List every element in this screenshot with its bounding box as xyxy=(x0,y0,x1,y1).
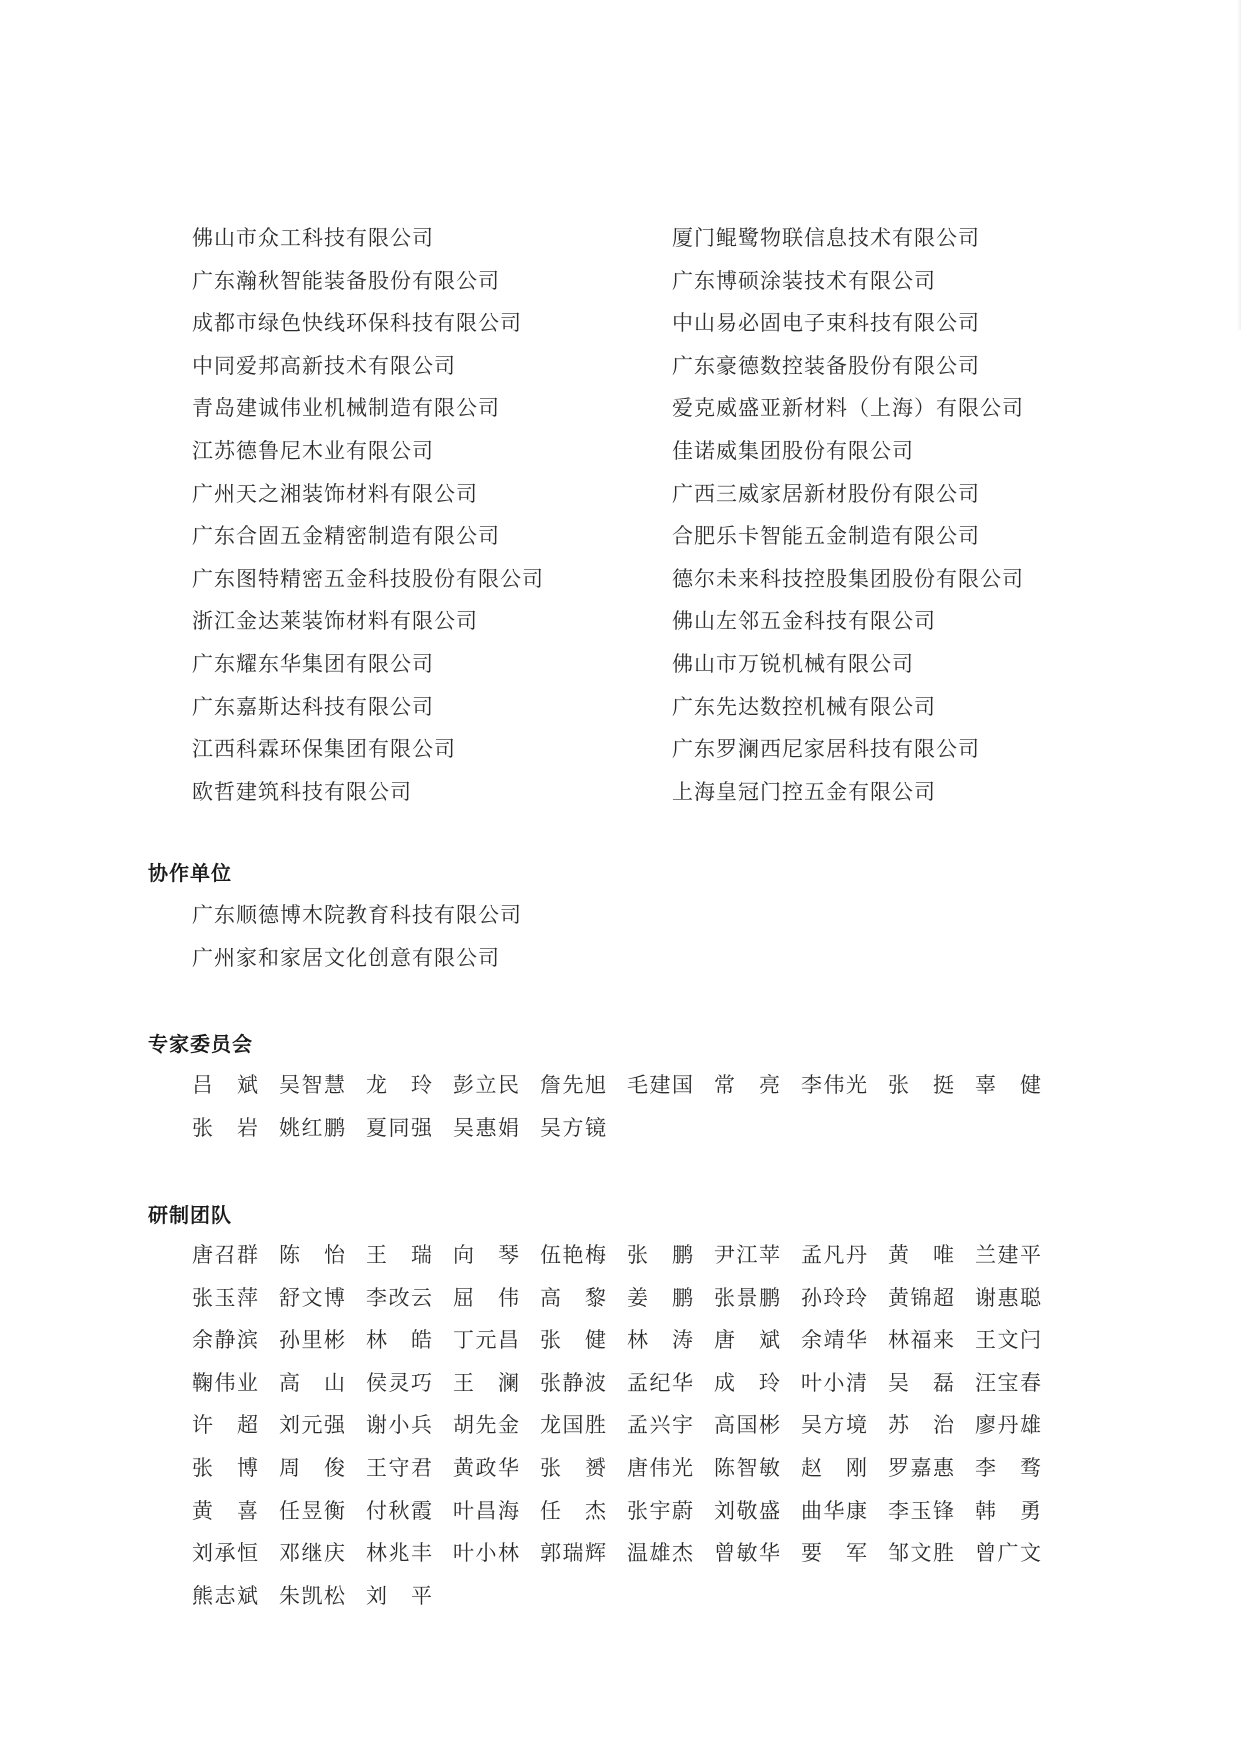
person-name: 鞠 伟 业 xyxy=(192,1370,258,1395)
person-name: 吕 斌 xyxy=(192,1073,258,1097)
person-name: 吴 方 境 xyxy=(801,1413,867,1438)
person-name: 兰 建 平 xyxy=(975,1243,1041,1267)
person-name: 张 岩 xyxy=(192,1115,258,1140)
person-name: 熊 志 斌 xyxy=(192,1583,258,1608)
company-name: 青岛建诚伟业机械制造有限公司 xyxy=(192,396,500,421)
person-name: 姜 鹏 xyxy=(627,1285,693,1310)
person-name: 向 琴 xyxy=(453,1243,519,1267)
person-name: 任 杰 xyxy=(540,1498,606,1523)
coop-section-title: 协作单位 xyxy=(148,861,232,885)
company-name: 广东图特精密五金科技股份有限公司 xyxy=(192,566,544,591)
person-name: 王 澜 xyxy=(453,1370,519,1395)
person-name: 林 皓 xyxy=(366,1328,432,1353)
person-name: 谢 小 兵 xyxy=(366,1413,432,1438)
company-name: 合肥乐卡智能五金制造有限公司 xyxy=(672,524,980,549)
coop-company-name: 广东顺德博木院教育科技有限公司 xyxy=(192,903,522,927)
person-name: 黄 锦 超 xyxy=(888,1285,954,1310)
person-name: 林 兆 丰 xyxy=(366,1541,432,1566)
person-name: 叶 小 清 xyxy=(801,1370,867,1395)
person-name: 黄 唯 xyxy=(888,1243,954,1267)
person-name: 孟 兴 宇 xyxy=(627,1413,693,1438)
person-name: 曲 华 康 xyxy=(801,1498,867,1523)
company-name: 江西科霖环保集团有限公司 xyxy=(192,737,456,762)
person-name: 温 雄 杰 xyxy=(627,1541,693,1566)
person-name: 周 俊 xyxy=(279,1455,345,1480)
person-name: 李 骛 xyxy=(975,1455,1041,1480)
person-name: 许 超 xyxy=(192,1413,258,1438)
company-name: 广东瀚秋智能装备股份有限公司 xyxy=(192,268,500,293)
person-name: 曾 敏 华 xyxy=(714,1541,780,1566)
person-name: 唐 斌 xyxy=(714,1328,780,1353)
company-name: 德尔未来科技控股集团股份有限公司 xyxy=(672,566,1024,591)
person-name: 刘 承 恒 xyxy=(192,1541,258,1566)
person-name: 赵 刚 xyxy=(801,1455,867,1480)
person-name: 黄 喜 xyxy=(192,1498,258,1523)
person-name: 张 博 xyxy=(192,1455,258,1480)
person-name: 姚 红 鹏 xyxy=(279,1115,345,1140)
person-name: 余 靖 华 xyxy=(801,1328,867,1353)
person-name: 高 国 彬 xyxy=(714,1413,780,1438)
person-name: 高 黎 xyxy=(540,1285,606,1310)
person-name: 尹 江 苹 xyxy=(714,1243,780,1267)
person-name: 张 玉 萍 xyxy=(192,1285,258,1310)
person-name: 李 玉 锋 xyxy=(888,1498,954,1523)
person-name: 要 军 xyxy=(801,1541,867,1566)
company-name: 广东嘉斯达科技有限公司 xyxy=(192,694,434,719)
person-name: 林 福 来 xyxy=(888,1328,954,1353)
person-name: 林 涛 xyxy=(627,1328,693,1353)
person-name: 韩 勇 xyxy=(975,1498,1041,1523)
company-name: 佳诺威集团股份有限公司 xyxy=(672,438,914,463)
person-name: 胡 先 金 xyxy=(453,1413,519,1438)
person-name: 叶 昌 海 xyxy=(453,1498,519,1523)
person-name: 张 宇 蔚 xyxy=(627,1498,693,1523)
person-name: 郭 瑞 辉 xyxy=(540,1541,606,1566)
company-name: 爱克威盛亚新材料（上海）有限公司 xyxy=(672,396,1024,421)
person-name: 张 健 xyxy=(540,1328,606,1353)
team-section-title: 研制团队 xyxy=(148,1203,232,1227)
coop-company-name: 广州家和家居文化创意有限公司 xyxy=(192,945,500,970)
person-name: 舒 文 博 xyxy=(279,1285,345,1310)
person-name: 王 瑞 xyxy=(366,1243,432,1267)
person-name: 张 静 波 xyxy=(540,1370,606,1395)
person-name: 余 静 滨 xyxy=(192,1328,258,1353)
company-name: 中同爱邦高新技术有限公司 xyxy=(192,353,456,378)
person-name: 曾 广 文 xyxy=(975,1541,1041,1566)
company-name: 佛山市众工科技有限公司 xyxy=(192,226,434,250)
person-name: 屈 伟 xyxy=(453,1285,519,1310)
company-name: 厦门鲲鹭物联信息技术有限公司 xyxy=(672,226,980,250)
person-name: 常 亮 xyxy=(714,1073,780,1097)
person-name: 黄 政 华 xyxy=(453,1455,519,1480)
person-name: 陈 怡 xyxy=(279,1243,345,1267)
person-name: 龙 国 胜 xyxy=(540,1413,606,1438)
person-name: 廖 丹 雄 xyxy=(975,1413,1041,1438)
person-name: 罗 嘉 惠 xyxy=(888,1455,954,1480)
company-name: 广西三威家居新材股份有限公司 xyxy=(672,481,980,506)
person-name: 李 伟 光 xyxy=(801,1073,867,1097)
person-name: 孟 凡 丹 xyxy=(801,1243,867,1267)
person-name: 张 挺 xyxy=(888,1073,954,1097)
person-name: 丁 元 昌 xyxy=(453,1328,519,1353)
person-name: 邓 继 庆 xyxy=(279,1541,345,1566)
company-name: 上海皇冠门控五金有限公司 xyxy=(672,779,936,804)
person-name: 吴 智 慧 xyxy=(279,1073,345,1097)
company-name: 佛山左邻五金科技有限公司 xyxy=(672,609,936,634)
person-name: 王 文 闩 xyxy=(975,1328,1041,1353)
person-name: 付 秋 霞 xyxy=(366,1498,432,1523)
coop-company-list xyxy=(192,894,522,979)
expert-name-grid xyxy=(192,1064,1072,1149)
person-name: 刘 敬 盛 xyxy=(714,1498,780,1523)
person-name: 张 景 鹏 xyxy=(714,1285,780,1310)
person-name: 刘 元 强 xyxy=(279,1413,345,1438)
person-name: 唐 召 群 xyxy=(192,1243,258,1267)
person-name: 叶 小 林 xyxy=(453,1541,519,1566)
company-name: 广东博硕涂装技术有限公司 xyxy=(672,268,936,293)
person-name: 朱 凯 松 xyxy=(279,1583,345,1608)
person-name: 吴 磊 xyxy=(888,1370,954,1395)
company-name: 广东豪德数控装备股份有限公司 xyxy=(672,353,980,378)
company-name: 广州天之湘装饰材料有限公司 xyxy=(192,481,478,506)
person-name: 毛 建 国 xyxy=(627,1073,693,1097)
company-name: 佛山市万锐机械有限公司 xyxy=(672,651,914,676)
company-name: 欧哲建筑科技有限公司 xyxy=(192,779,412,804)
person-name: 彭 立 民 xyxy=(453,1073,519,1097)
person-name: 张 赟 xyxy=(540,1455,606,1480)
company-name: 广东合固五金精密制造有限公司 xyxy=(192,524,500,549)
person-name: 王 守 君 xyxy=(366,1455,432,1480)
person-name: 辜 健 xyxy=(975,1073,1041,1097)
person-name: 詹 先 旭 xyxy=(540,1073,606,1097)
person-name: 陈 智 敏 xyxy=(714,1455,780,1480)
person-name: 唐 伟 光 xyxy=(627,1455,693,1480)
person-name: 吴 方 镜 xyxy=(540,1115,606,1140)
company-name: 成都市绿色快线环保科技有限公司 xyxy=(192,311,522,336)
person-name: 侯 灵 巧 xyxy=(366,1370,432,1395)
person-name: 汪 宝 春 xyxy=(975,1370,1041,1395)
person-name: 李 改 云 xyxy=(366,1285,432,1310)
person-name: 夏 同 强 xyxy=(366,1115,432,1140)
company-name: 中山易必固电子束科技有限公司 xyxy=(672,311,980,336)
company-name: 广东罗澜西尼家居科技有限公司 xyxy=(672,737,980,762)
person-name: 高 山 xyxy=(279,1370,345,1395)
company-name: 浙江金达莱装饰材料有限公司 xyxy=(192,609,478,634)
person-name: 邹 文 胜 xyxy=(888,1541,954,1566)
company-name: 江苏德鲁尼木业有限公司 xyxy=(192,438,434,463)
person-name: 伍 艳 梅 xyxy=(540,1243,606,1267)
member-company-list xyxy=(192,217,1092,813)
person-name: 张 鹏 xyxy=(627,1243,693,1267)
person-name: 龙 玲 xyxy=(366,1073,432,1097)
company-name: 广东耀东华集团有限公司 xyxy=(192,651,434,676)
person-name: 刘 平 xyxy=(366,1583,432,1608)
person-name: 吴 惠 娟 xyxy=(453,1115,519,1140)
person-name: 孟 纪 华 xyxy=(627,1370,693,1395)
company-name: 广东先达数控机械有限公司 xyxy=(672,694,936,719)
page-edge-shadow xyxy=(1237,0,1241,330)
person-name: 孙 里 彬 xyxy=(279,1328,345,1353)
team-name-grid xyxy=(192,1234,1072,1617)
person-name: 苏 治 xyxy=(888,1413,954,1438)
person-name: 谢 惠 聪 xyxy=(975,1285,1041,1310)
person-name: 孙 玲 玲 xyxy=(801,1285,867,1310)
person-name: 任 昱 衡 xyxy=(279,1498,345,1523)
expert-section-title: 专家委员会 xyxy=(148,1032,253,1056)
person-name: 成 玲 xyxy=(714,1370,780,1395)
